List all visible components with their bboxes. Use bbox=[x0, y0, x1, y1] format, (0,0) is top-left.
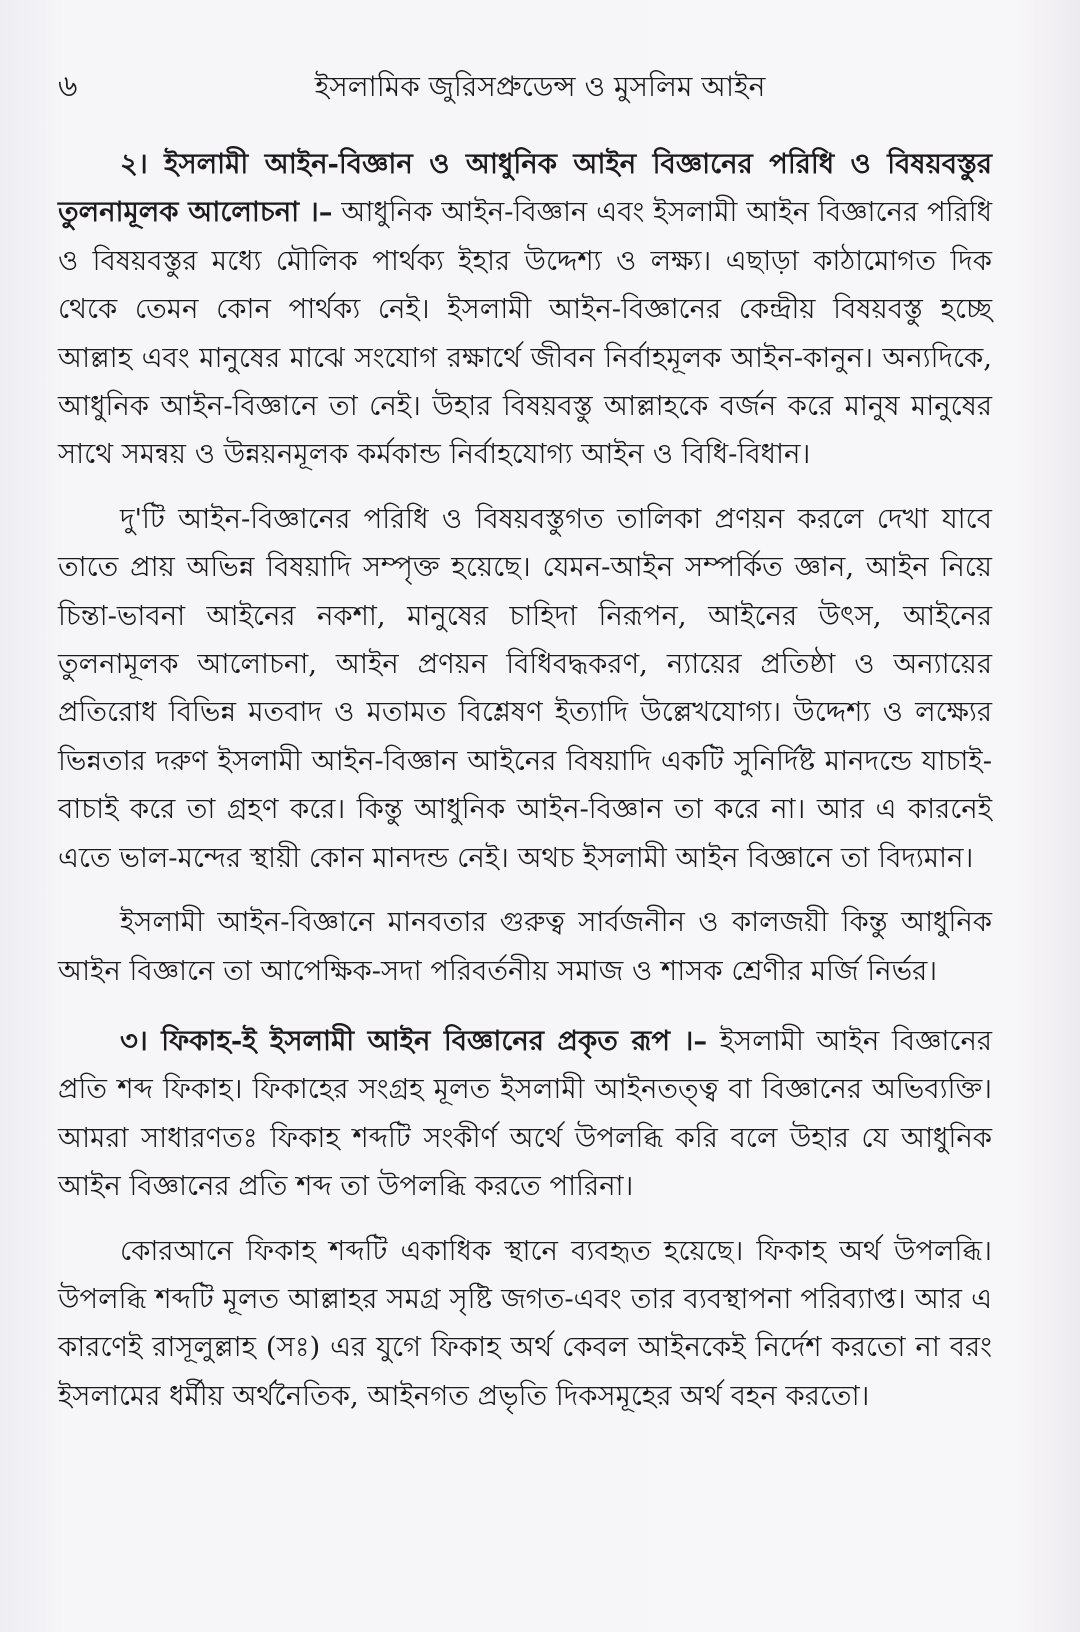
paragraph bbox=[58, 1227, 992, 1421]
paragraph-text: ইসলামী আইন বিজ্ঞানের প্রতি শব্দ ফিকাহ। ফিকাহের সংগ্রহ মূলত ইসলামী আইনতত্ত্ব বা বিজ্ঞানের অভিব্যক্তি। আমরা সাধারণতঃ ফিকাহ শব্দটি সংকীর্ণ অর্থে উপলব্ধি করি বলে উহার যে আধুনিক আইন বিজ্ঞানের প্রতি শব্দ তা উপলব্ধি করতে পারিনা। bbox=[58, 1024, 992, 1203]
paragraph-text: কোরআনে ফিকাহ শব্দটি একাধিক স্থানে ব্যবহৃত হয়েছে। ফিকাহ অর্থ উপলব্ধি। উপলব্ধি শব্দটি মূলত আল্লাহর সমগ্র সৃষ্টি জগত-এবং তার ব্যবস্থাপনা পরিব্যাপ্ত। আর এ কারণেই রাসূলুল্লাহ (সঃ) এর যুগে ফিকাহ অর্থ কেবল আইনকেই নির্দেশ করতো না বরং ইসলামের ধর্মীয় অর্থনৈতিক, আইনগত প্রভৃতি দিকসমূহের অর্থ বহন করতো। bbox=[58, 1234, 992, 1412]
paragraph-text: ইসলামী আইন-বিজ্ঞানে মানবতার গুরুত্ব সার্বজনীন ও কালজয়ী কিন্তু আধুনিক আইন বিজ্ঞানে তা আপেক্ষিক-সদা পরিবর্তনীয় সমাজ ও শাসক শ্রেণীর মর্জি নির্ভর। bbox=[58, 906, 992, 987]
running-title: ইসলামিক জুরিসপ্রুডেন্স ও মুসলিম আইন bbox=[314, 70, 766, 103]
page-header bbox=[58, 62, 1022, 112]
paragraph-text: আধুনিক আইন-বিজ্ঞান এবং ইসলামী আইন বিজ্ঞানের পরিধি ও বিষয়বস্তুর মধ্যে মৌলিক পার্থক্য ইহার উদ্দেশ্য ও লক্ষ্য। এছাড়া কাঠামোগত দিক থেকে তেমন কোন পার্থক্য নেই। ইসলামী আইন-বিজ্ঞানের কেন্দ্রীয় বিষয়বস্তু হচ্ছে আল্লাহ এবং মানুষের মাঝে সংযোগ রক্ষার্থে জীবন নির্বাহমূলক আইন-কানুন। অন্যদিকে, আধুনিক আইন-বিজ্ঞানে তা নেই। উহার বিষয়বস্তু আল্লাহকে বর্জন করে মানুষ মানুষের সাথে সমন্বয় ও উন্নয়নমূলক কর্মকান্ড নির্বাহযোগ্য আইন ও বিধি-বিধান। bbox=[58, 196, 992, 471]
paragraph bbox=[58, 898, 992, 995]
page-number: ৬ bbox=[58, 69, 78, 104]
paragraph bbox=[58, 495, 992, 882]
paragraph bbox=[58, 140, 992, 479]
section-heading: ৩। ফিকাহ-ই ইসলামী আইন বিজ্ঞানের প্রকৃত রূপ ।– bbox=[120, 1024, 708, 1057]
page-body bbox=[58, 140, 992, 1436]
section-heading: ২। ইসলামী আইন-বিজ্ঞান ও আধুনিক আইন বিজ্ঞানের পরিধি ও বিষয়বস্তুর তুলনামূলক আলোচনা ।– bbox=[58, 148, 992, 229]
paragraph bbox=[58, 1017, 992, 1211]
paragraph-text: দু'টি আইন-বিজ্ঞানের পরিধি ও বিষয়বস্তুগত তালিকা প্রণয়ন করলে দেখা যাবে তাতে প্রায় অভিন্ন বিষয়াদি সম্পৃক্ত হয়েছে। যেমন-আইন সম্পর্কিত জ্ঞান, আইন নিয়ে চিন্তা-ভাবনা আইনের নকশা, মানুষের চাহিদা নিরূপন, আইনের উৎস, আইনের তুলনামূলক আলোচনা, আইন প্রণয়ন বিধিবদ্ধকরণ, ন্যায়ের প্রতিষ্ঠা ও অন্যায়ের প্রতিরোধ বিভিন্ন মতবাদ ও মতামত বিশ্লেষণ ইত্যাদি উল্লেখযোগ্য। উদ্দেশ্য ও লক্ষ্যের ভিন্নতার দরুণ ইসলামী আইন-বিজ্ঞান আইনের বিষয়াদি একটি সুনির্দিষ্ট মানদন্ডে যাচাই-বাচাই করে তা গ্রহণ করে। কিন্তু আধুনিক আইন-বিজ্ঞান তা করে না। আর এ কারনেই এতে ভাল-মন্দের স্থায়ী কোন মানদন্ড নেই। অথচ ইসলামী আইন বিজ্ঞানে তা বিদ্যমান। bbox=[58, 502, 992, 874]
